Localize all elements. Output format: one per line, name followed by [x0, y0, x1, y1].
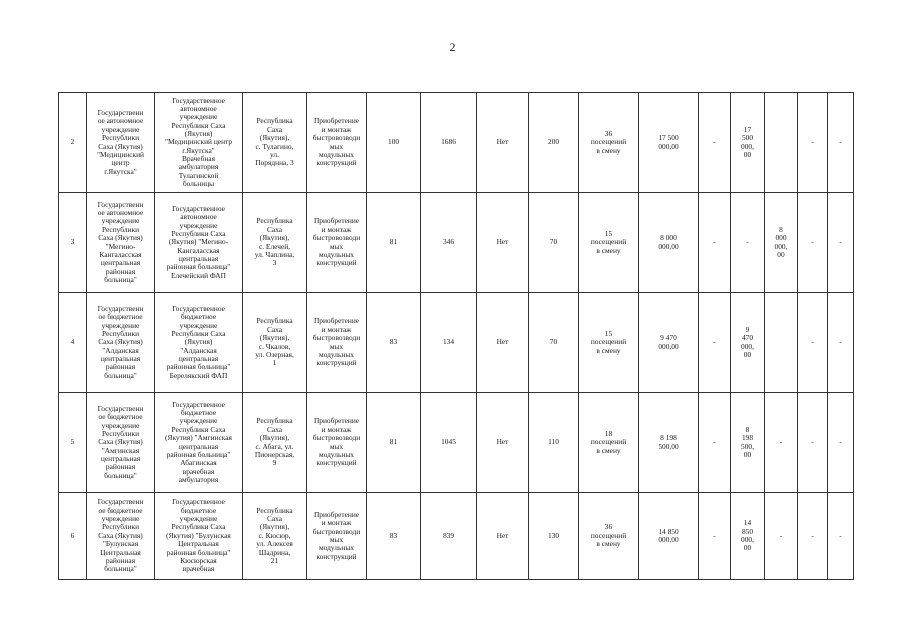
value-col9: 130 — [529, 493, 579, 580]
value-col6: 83 — [367, 293, 421, 393]
amount-col16: - — [828, 393, 854, 493]
total-amount: 8 198 500,00 — [639, 393, 699, 493]
amount-col12: - — [699, 293, 731, 393]
capacity: 36 посещений в смену — [579, 493, 639, 580]
amount-col14: - — [765, 493, 798, 580]
organization-name: Государственн ое бюджетное учреждение Республики Саха (Якутия) "Алданская центральная районная больница" — [87, 293, 155, 393]
flag-col8: Нет — [477, 193, 529, 293]
total-amount: 8 000 000,00 — [639, 193, 699, 293]
amount-col14: 8 000 000, 00 — [765, 193, 798, 293]
facility-name: Государственное бюджетное учреждение Республики Саха (Якутия) "Амгинская центральная районная больница" Абагинская врачебная амбулатория — [155, 393, 243, 493]
table-row — [59, 393, 854, 493]
amount-col12: - — [699, 393, 731, 493]
value-col7: 134 — [421, 293, 477, 393]
amount-col13: 9 470 000, 00 — [731, 293, 765, 393]
row-number: 2 — [59, 93, 87, 193]
table-row — [59, 293, 854, 393]
row-number: 4 — [59, 293, 87, 393]
value-col6: 81 — [367, 393, 421, 493]
value-col7: 346 — [421, 193, 477, 293]
address: Республика Саха (Якутия), с. Тулагино, ул. Поряднна, 3 — [243, 93, 307, 193]
organization-name: Государственн ое автономное учреждение Республики Саха (Якутия) "Мегино- Кангаласская центральная районная больница" — [87, 193, 155, 293]
work-type: Приобретение и монтаж быстровозводи мых модульных конструкций — [307, 393, 367, 493]
value-col6: 83 — [367, 493, 421, 580]
amount-col12: - — [699, 93, 731, 193]
value-col6: 100 — [367, 93, 421, 193]
amount-col12: - — [699, 193, 731, 293]
total-amount: 17 500 000,00 — [639, 93, 699, 193]
value-col9: 200 — [529, 93, 579, 193]
facility-name: Государственное бюджетное учреждение Республики Саха (Якутия) "Булунская Центральная районная больница" Кюсюрская врачебная — [155, 493, 243, 580]
value-col7: 839 — [421, 493, 477, 580]
work-type: Приобретение и монтаж быстровозводи мых модульных конструкций — [307, 193, 367, 293]
organization-name: Государственн ое бюджетное учреждение Республики Саха (Якутия) "Амгинская центральная районная больница" — [87, 393, 155, 493]
facility-name: Государственное автономное учреждение Республики Саха (Якутия) "Мегино- Кангаласская центральная районная больница" Елечейский ФАП — [155, 193, 243, 293]
amount-col12: - — [699, 493, 731, 580]
capacity: 15 посещений в смену — [579, 293, 639, 393]
amount-col14 — [765, 93, 798, 193]
amount-col16: - — [828, 93, 854, 193]
flag-col8: Нет — [477, 393, 529, 493]
row-number: 6 — [59, 493, 87, 580]
work-type: Приобретение и монтаж быстровозводи мых модульных конструкций — [307, 293, 367, 393]
amount-col13: 17 500 000, 00 — [731, 93, 765, 193]
amount-col13: 14 850 000, 00 — [731, 493, 765, 580]
facility-name: Государственное автономное учреждение Республики Саха (Якутия) "Медицинский центр г.Якутска" Врачебная амбулатория Тулагинской больницы — [155, 93, 243, 193]
value-col7: 1045 — [421, 393, 477, 493]
amount-col15: - — [798, 293, 828, 393]
table-row — [59, 93, 854, 193]
amount-col16: - — [828, 493, 854, 580]
amount-col13: - — [731, 193, 765, 293]
value-col9: 70 — [529, 293, 579, 393]
work-type: Приобретение и монтаж быстровозводи мых модульных конструкций — [307, 493, 367, 580]
address: Республика Саха (Якутия), с. Елечей, ул. Чаплина, 3 — [243, 193, 307, 293]
value-col9: 110 — [529, 393, 579, 493]
work-type: Приобретение и монтаж быстровозводи мых модульных конструкций — [307, 93, 367, 193]
amount-col14: - — [765, 393, 798, 493]
capacity: 36 посещений в смену — [579, 93, 639, 193]
row-number: 5 — [59, 393, 87, 493]
organization-name: Государственн ое автономное учреждение Республики Саха (Якутия) "Медицинский центр г.Якутска" — [87, 93, 155, 193]
capacity: 15 посещений в смену — [579, 193, 639, 293]
amount-col15: - — [798, 393, 828, 493]
total-amount: 9 470 000,00 — [639, 293, 699, 393]
table-row — [59, 493, 854, 580]
amount-col13: 8 198 500, 00 — [731, 393, 765, 493]
amount-col14 — [765, 293, 798, 393]
address: Республика Саха (Якутия), с. Чкалов, ул. Озерная, 1 — [243, 293, 307, 393]
facilities-table — [58, 92, 854, 580]
flag-col8: Нет — [477, 93, 529, 193]
total-amount: 14 850 000,00 — [639, 493, 699, 580]
flag-col8: Нет — [477, 293, 529, 393]
value-col9: 70 — [529, 193, 579, 293]
value-col6: 81 — [367, 193, 421, 293]
amount-col16: - — [828, 193, 854, 293]
organization-name: Государственн ое бюджетное учреждение Республики Саха (Якутия) "Булунская Центральная районная больница" — [87, 493, 155, 580]
address: Республика Саха (Якутия), с. Кюсюр, ул. Алексея Шадрина, 21 — [243, 493, 307, 580]
row-number: 3 — [59, 193, 87, 293]
table-row — [59, 193, 854, 293]
amount-col15: - — [798, 93, 828, 193]
flag-col8: Нет — [477, 493, 529, 580]
amount-col16: - — [828, 293, 854, 393]
page-number: 2 — [449, 40, 456, 54]
amount-col15: - — [798, 193, 828, 293]
address: Республика Саха (Якутия), с. Абага, ул. Пионерская, 9 — [243, 393, 307, 493]
facility-name: Государственное бюджетное учреждение Республики Саха (Якутия) "Алданская центральная районная больница" Берелякский ФАП — [155, 293, 243, 393]
capacity: 18 посещений в смену — [579, 393, 639, 493]
amount-col15: - — [798, 493, 828, 580]
value-col7: 1686 — [421, 93, 477, 193]
